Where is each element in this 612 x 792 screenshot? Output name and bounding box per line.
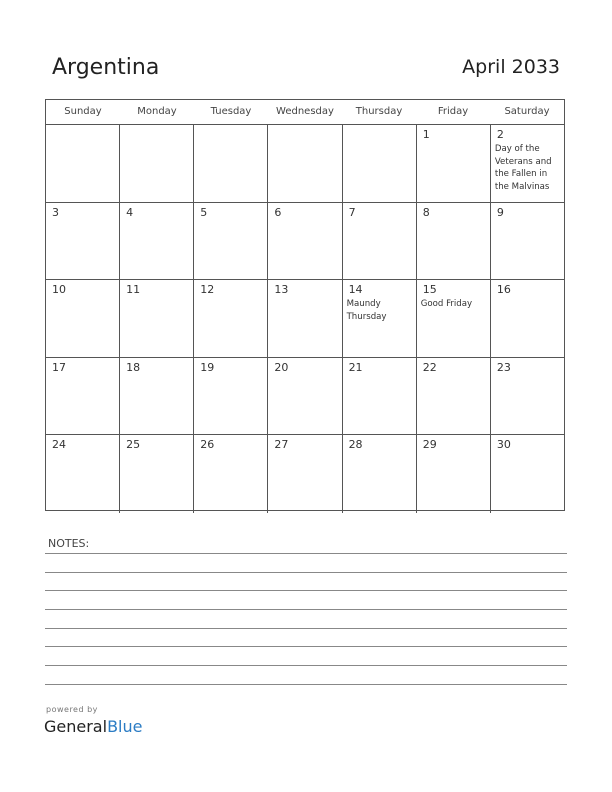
day-cell	[491, 435, 564, 513]
day-number: 16	[496, 283, 511, 296]
powered-by-text: powered by	[46, 705, 98, 714]
day-cell	[120, 280, 194, 357]
day-number: 6	[274, 205, 282, 219]
weekday-header	[46, 100, 564, 125]
day-cell	[120, 203, 194, 280]
day-number: 12	[200, 283, 215, 296]
brand-blue: Blue	[107, 717, 143, 736]
day-cell	[343, 358, 417, 435]
week-rows	[46, 125, 564, 513]
weekday-sunday: Sunday	[64, 106, 102, 117]
day-number: 13	[274, 283, 289, 296]
day-number: 27	[274, 438, 289, 451]
day-cell	[120, 358, 194, 435]
holiday-label: Day of the Veterans and the Fallen in the Malvinas	[494, 144, 552, 192]
brand-logo	[44, 717, 142, 736]
week-row	[46, 203, 564, 281]
calendar-grid	[45, 99, 565, 511]
day-cell	[194, 280, 268, 357]
day-cell	[417, 435, 491, 513]
day-cell	[491, 358, 564, 435]
weekday-thursday: Thursday	[355, 106, 403, 117]
day-number: 9	[496, 205, 504, 219]
day-number: 23	[496, 360, 511, 374]
country-title: Argentina	[52, 55, 160, 80]
day-number: 24	[52, 438, 66, 451]
day-number: 5	[200, 205, 208, 219]
day-cell	[343, 280, 417, 357]
day-number: 22	[422, 360, 437, 374]
day-cell	[46, 358, 120, 435]
day-cell	[194, 435, 268, 513]
week-row	[46, 358, 564, 436]
day-cell	[491, 280, 564, 357]
day-cell	[417, 280, 491, 357]
day-cell	[46, 203, 120, 280]
week-row	[46, 435, 564, 513]
week-row	[46, 280, 564, 358]
weekday-monday: Monday	[137, 106, 177, 117]
day-number: 2	[496, 128, 504, 141]
week-row	[46, 125, 564, 203]
holiday-label: Maundy Thursday	[346, 299, 387, 322]
day-cell	[120, 125, 194, 202]
day-number: 4	[126, 205, 134, 219]
day-cell	[417, 203, 491, 280]
day-cell	[194, 203, 268, 280]
day-cell	[268, 280, 342, 357]
day-cell	[46, 435, 120, 513]
day-cell	[343, 125, 417, 202]
weekday-wednesday: Wednesday	[276, 106, 334, 117]
day-number: 15	[422, 283, 437, 296]
day-number: 19	[200, 360, 215, 374]
notes-label: NOTES:	[48, 537, 90, 550]
notes-line	[45, 609, 567, 610]
day-number: 10	[52, 283, 66, 296]
day-cell	[343, 435, 417, 513]
weekday-friday: Friday	[437, 106, 469, 117]
day-number: 17	[52, 360, 66, 374]
notes-line	[45, 590, 567, 591]
day-number: 8	[422, 205, 430, 219]
day-cell	[268, 358, 342, 435]
day-number: 25	[126, 438, 141, 451]
notes-line	[45, 628, 567, 629]
day-number: 26	[200, 438, 215, 451]
weekday-tuesday: Tuesday	[210, 106, 252, 117]
day-number: 11	[126, 283, 141, 296]
day-cell	[268, 125, 342, 202]
day-cell	[120, 435, 194, 513]
notes-line	[45, 665, 567, 666]
day-number: 7	[348, 205, 356, 219]
notes-line	[45, 553, 567, 554]
month-title: April 2033	[462, 56, 560, 78]
day-number: 28	[348, 438, 363, 451]
notes-line	[45, 684, 567, 685]
day-number: 3	[52, 205, 59, 219]
notes-line	[45, 572, 567, 573]
holiday-label: Good Friday	[420, 299, 473, 309]
day-cell	[194, 358, 268, 435]
brand-general: General	[44, 717, 108, 736]
day-number: 30	[496, 438, 511, 451]
weekday-saturday: Saturday	[504, 106, 550, 117]
day-cell	[46, 125, 120, 202]
day-cell	[194, 125, 268, 202]
day-cell	[268, 203, 342, 280]
day-cell	[417, 125, 491, 202]
day-cell	[491, 125, 564, 202]
day-cell	[46, 280, 120, 357]
day-cell	[417, 358, 491, 435]
day-number: 20	[274, 360, 289, 374]
day-number: 29	[422, 438, 437, 451]
day-cell	[268, 435, 342, 513]
day-number: 1	[422, 128, 430, 141]
day-cell	[491, 203, 564, 280]
day-number: 21	[348, 360, 363, 374]
day-number: 18	[126, 360, 141, 374]
notes-line	[45, 646, 567, 647]
day-number: 14	[348, 283, 363, 296]
day-cell	[343, 203, 417, 280]
